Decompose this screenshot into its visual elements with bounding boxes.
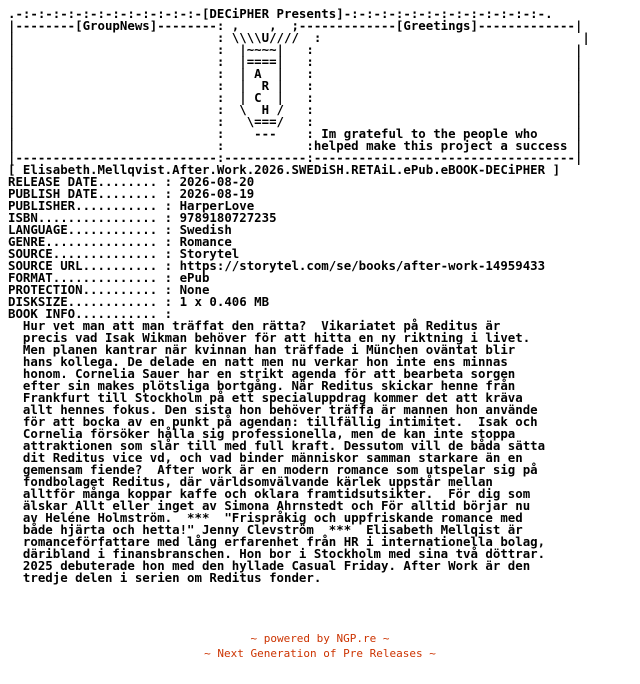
ascii-art-line: | : |====| : | — [8, 54, 583, 69]
book-info-line: för att bocka av en punkt på agendan: tillfällig intimitet. Isak och — [8, 414, 538, 429]
book-info-line: tredje delen i serien om Reditus fonder. — [8, 570, 322, 585]
book-info-line: älskar Allt eller inget av Simona Ahrnstedt och För alltid börjar nu — [8, 498, 531, 513]
powered-by-footer: ~ powered by NGP.re ~ — [250, 632, 390, 645]
publish-date-field: PUBLISH DATE........ : 2026-08-19 — [8, 186, 255, 201]
source-field: SOURCE.............. : Storytel — [8, 246, 240, 261]
book-info-line: fondbolaget Reditus, där världsomvälvande kärlek uppstår mellan — [8, 474, 493, 489]
book-info-line: 2025 debuterade hon med den hyllade Casual Friday. After Work är den — [8, 558, 531, 573]
ascii-art-line: | : \ H / : | — [8, 102, 583, 117]
book-info-line: Frankfurt till Stockholm på ett specialuppdrag kommer det att kräva — [8, 390, 523, 405]
book-info-line: honom. Cornelia Sauer har en strikt agenda för att bearbeta sorgen — [8, 366, 516, 381]
publisher-field: PUBLISHER........... : HarperLove — [8, 198, 255, 213]
header-banner: .-:-:-:-:-:-:-:-:-:-:-:-:-[DECiPHER Presents]-:-:-:-:-:-:-:-:-:-:-:-:-:-. — [8, 6, 553, 21]
greetings-line: | : :helped make this project a success | — [8, 138, 583, 153]
ascii-art-line: | : | C | : | — [8, 90, 583, 105]
ascii-art-line: | : | A | : | — [8, 66, 583, 81]
protection-field: PROTECTION.......... : None — [8, 282, 210, 297]
greetings-line: | : --- : Im grateful to the people who | — [8, 126, 583, 141]
book-info-line: Hur vet man att man träffat den rätta? Vikariatet på Reditus är — [8, 318, 501, 333]
nfo-document — [8, 8, 590, 584]
book-info-line: Cornelia försöker hålla sig professionella, men de kan inte stoppa — [8, 426, 516, 441]
book-info-line: dit Reditus vice vd, och vad binder människor samman starkare än en — [8, 450, 523, 465]
ascii-art-line: | : | R | : | — [8, 78, 583, 93]
disksize-field: DISKSIZE............ : 1 x 0.406 MB — [8, 294, 270, 309]
book-info-line: däribland i finansbranschen. Hon bor i Stockholm med sina två döttrar. — [8, 546, 546, 561]
book-info-line: efter sin makes plötsliga bortgång. När Reditus skickar henne från — [8, 378, 516, 393]
release-date-field: RELEASE DATE........ : 2026-08-20 — [8, 174, 255, 189]
book-info-line: Men planen kantrar när kvinnan han träffade i München oväntat blir — [8, 342, 516, 357]
book-info-line: hans kollega. De delade en natt men nu verkar hon inte ens minnas — [8, 354, 508, 369]
book-info-line: gemensam fiende? After work är en modern romance som utspelar sig på — [8, 462, 538, 477]
book-info-line: av Heléne Holmström. *** "Frispråkig och uppfriskande romance med — [8, 510, 523, 525]
format-field: FORMAT.............. : ePub — [8, 270, 210, 285]
book-info-line: alltför många koppar kaffe och oklara framtidsutsikter. För dig som — [8, 486, 531, 501]
book-info-line: både hjärta och hetta!" Jenny Clevström *** Elisabeth Mellqist är — [8, 522, 523, 537]
ascii-art-line: | : |~~~~| : | — [8, 42, 583, 57]
genre-field: GENRE............... : Romance — [8, 234, 232, 249]
ascii-art-line: |--------[GroupNews]--------: , , ;-------------[Greetings]-------------| — [8, 18, 583, 33]
ascii-art-line: |---------------------------:-----------:-----------------------------------| — [8, 150, 583, 165]
ascii-art-line: | : \===/ : | — [8, 114, 583, 129]
book-info-line: precis vad Isak Wikman behöver för att hitta en ny riktning i livet. — [8, 330, 531, 345]
language-field: LANGUAGE............ : Swedish — [8, 222, 232, 237]
tagline-footer: ~ Next Generation of Pre Releases ~ — [204, 647, 436, 660]
ascii-art-line: | : \\\\U//// : | — [8, 30, 590, 45]
book-info-line: romanceförfattare med lång erfarenhet från HR i internationella bolag, — [8, 534, 546, 549]
book-info-label: BOOK INFO........... : — [8, 306, 173, 321]
source-url-field: SOURCE URL.......... : https://storytel.com/se/books/after-work-14959433 — [8, 258, 546, 273]
release-name: [ Elisabeth.Mellqvist.After.Work.2026.SWEDiSH.RETAiL.ePub.eBOOK-DECiPHER ] — [8, 162, 561, 177]
isbn-field: ISBN................ : 9789180727235 — [8, 210, 277, 225]
book-info-line: attraktionen som slår till med full kraft. Dessutom vill de båda sätta — [8, 438, 546, 453]
book-info-line: allt hennes fokus. Den sista hon behöver träffa är mannen hon använde — [8, 402, 538, 417]
